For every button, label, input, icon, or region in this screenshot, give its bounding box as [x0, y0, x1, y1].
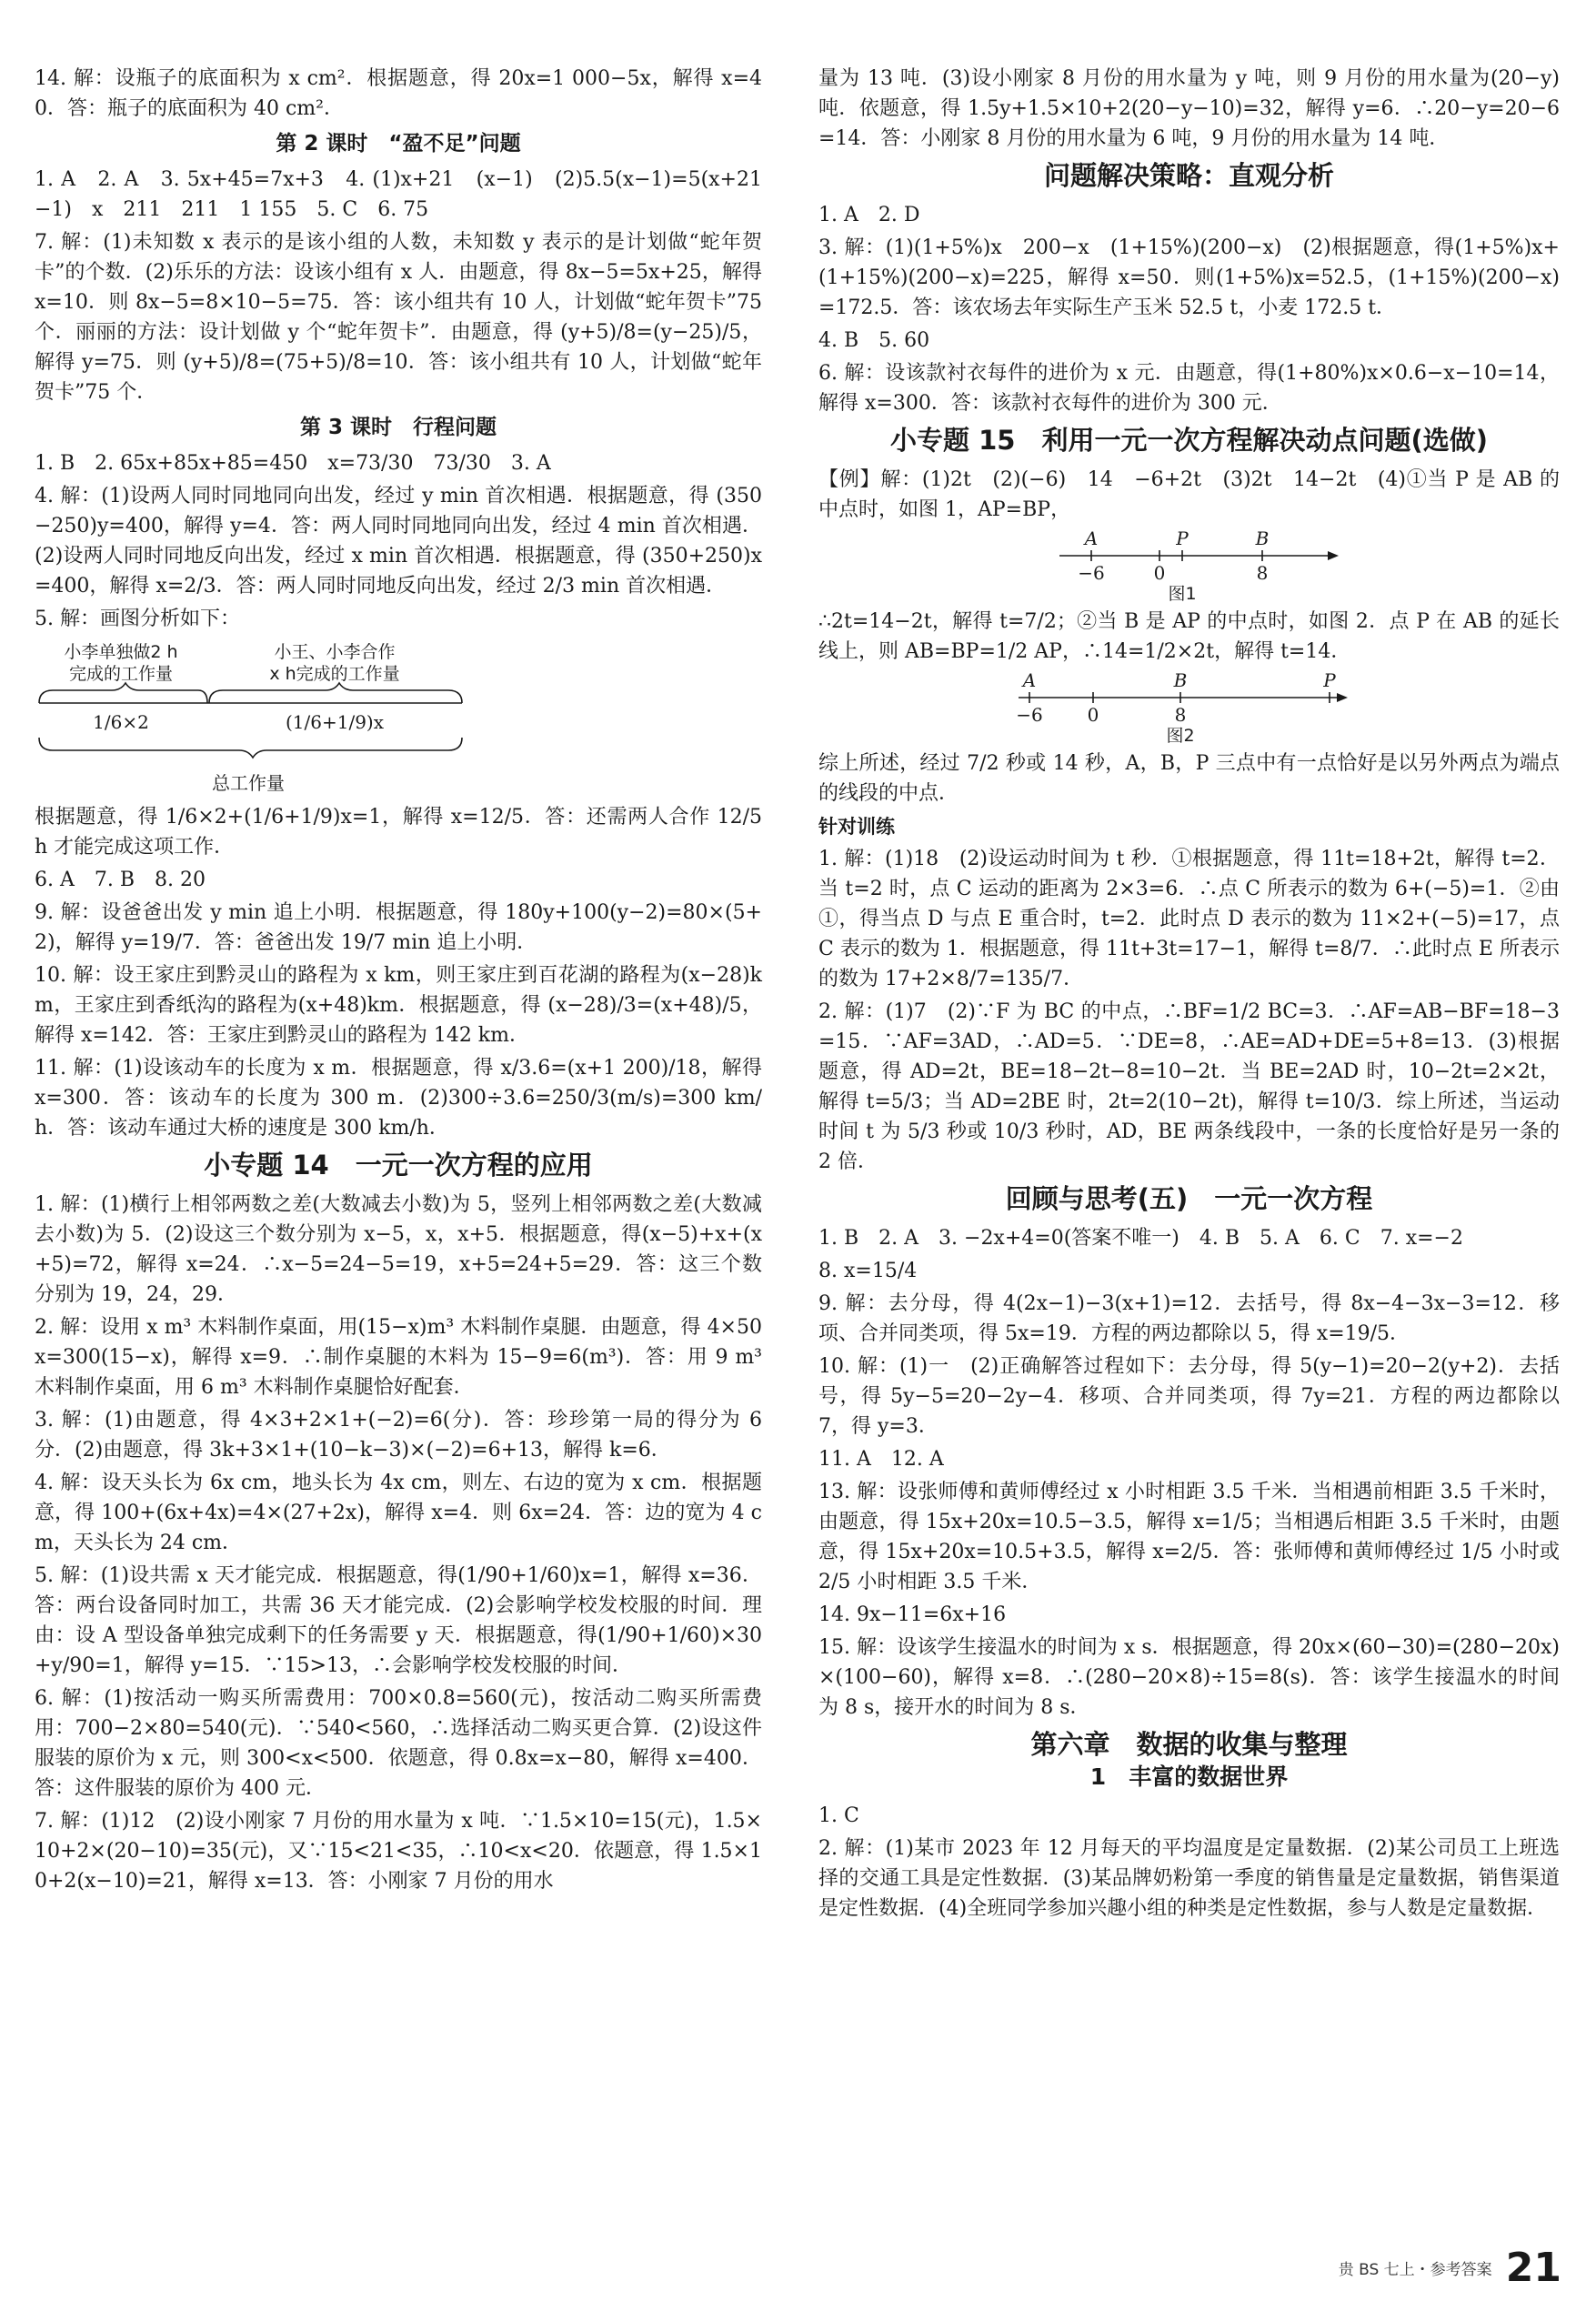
answer-strategy-q6: 6. 解：设该款衬衣每件的进价为 x 元．由题意，得(1+80%)x×0.6−x−10=14，解得 x=300．答：该款衬衣每件的进价为 300 元．	[818, 362, 1560, 415]
fig2-point-a: A	[1022, 670, 1037, 691]
heading-chapter-6: 第六章 数据的收集与整理	[1030, 1729, 1348, 1760]
fig2-point-b: B	[1173, 670, 1188, 691]
answer-review-q15: 15. 解：设该学生接温水的时间为 x s．根据题意，得 20x×(60−30)=(280−20x)×(100−60)，解得 x=8．∴(280−20×8)÷15=8(s)．答：该学生接温水的时间为 8 s，接开水的时间为 8 s．	[818, 1636, 1560, 1719]
work-diagram	[35, 638, 471, 765]
heading-section-1: 1 丰富的数据世界	[1089, 1763, 1289, 1790]
answer-review-q14: 14. 9x−11=6x+16	[818, 1603, 1007, 1626]
brace-bottom	[39, 738, 462, 758]
answer-strategy-q3: 3. 解：(1)(1+5%)x 200−x (1+15%)(200−x) (2)根据题意，得(1+5%)x+(1+15%)(200−x)=225，解得 x=50．则(1+5%)x=52.5，(1+15%)(200−x)=172.5．答：该农场去年实际生产玉米 52.5 t，小麦 172.5 t．	[818, 236, 1560, 319]
heading-topic-14: 小专题 14 一元一次方程的应用	[204, 1150, 593, 1181]
answer-practice-q1: 1. 解：(1)18 (2)设运动时间为 t 秒．①根据题意，得 11t=18+2t，解得 t=2．当 t=2 时，点 C 运动的距离为 2×3=6．∴点 C 所表示的数为 6+(−5)=1．②由①，得当点 D 与点 E 重合时，t=2．此时点 D 表示的数为 11×2+(−5)=17，点 C 表示的数为 1．根据题意，得 11t+3t=17−1，解得 t=8/7．∴此时点 E 所表示的数为 17+2×8/7=135/7．	[818, 848, 1560, 990]
fig1-point-a: A	[1084, 528, 1099, 549]
answer-topic14-q1: 1. 解：(1)横行上相邻两数之差(大数减去小数)为 5，竖列上相邻两数之差(大数减去小数)为 5．(2)设这三个数分别为 x−5，x，x+5．根据题意，得(x−5)+x+(x+5)=72，解得 x=24．∴x−5=24−5=19，x+5=24+5=29．答：这三个数分别为 19，24，29．	[35, 1193, 762, 1306]
fig-label-together-1: 小王、小李合作	[274, 642, 396, 662]
brace-left	[39, 683, 207, 703]
heading-lesson-3: 第 3 课时 行程问题	[299, 416, 497, 439]
answer-strategy-q4-5: 4. B 5. 60	[818, 329, 930, 352]
fig2-num-0: 0	[1087, 704, 1099, 726]
answer-lesson3-q5b: 根据题意，得 1/6×2+(1/6+1/9)x=1，解得 x=12/5．答：还需两人合作 12/5 h 才能完成这项工作．	[35, 806, 762, 859]
answer-lesson3-q4: 4. 解：(1)设两人同时同地同向出发，经过 y min 首次相遇．根据题意，得 (350−250)y=400，解得 y=4．答：两人同时同地同向出发，经过 4 min 首次相遇．(2)设两人同时同地反向出发，经过 x min 首次相遇．根据题意，得 (350+250)x=400，解得 x=2/3．答：两人同时同地反向出发，经过 2/3 min 首次相遇．	[35, 485, 762, 598]
fig1-caption: 图1	[1168, 584, 1197, 601]
answer-topic15-example-2: ∴2t=14−2t，解得 t=7/2；②当 B 是 AP 的中点时，如图 2．点 P 在 AB 的延长线上，则 AB=BP=1/2 AP，∴14=1/2×2t，解得 t=14．	[818, 610, 1560, 663]
fig-label-together-2: x h完成的工作量	[269, 664, 400, 684]
fig2-point-p: P	[1323, 670, 1336, 691]
answer-topic14-q3: 3. 解：(1)由题意，得 4×3+2×1+(−2)=6(分)．答：珍珍第一局的得分为 6 分．(2)由题意，得 3k+3×1+(10−k−3)×(−2)=6+13，解得 k=6．	[35, 1409, 762, 1462]
answer-lesson3-q10: 10. 解：设王家庄到黔灵山的路程为 x km，则王家庄到百花湖的路程为(x−28)km，王家庄到香纸沟的路程为(x+48)km．根据题意，得 (x−28)/3=(x+48)/5，解得 x=142．答：王家庄到黔灵山的路程为 142 km．	[35, 964, 762, 1047]
answer-lesson2-choices: 1. A 2. A 3. 5x+45=7x+3 4. (1)x+21 (x−1) (2)5.5(x−1)=5(x+21−1) x 211 211 1 155 5. C 6. 75	[35, 168, 762, 221]
fig1-num-8: 8	[1256, 562, 1269, 584]
number-line-figure-1	[818, 528, 1560, 601]
fig1-num-0: 0	[1153, 562, 1166, 584]
answer-strategy-q1-2: 1. A 2. D	[818, 204, 920, 226]
heading-review-5: 回顾与思考(五) 一元一次方程	[1005, 1183, 1373, 1214]
heading-lesson-2: 第 2 课时 “盈不足”问题	[276, 132, 521, 156]
fig1-num-neg6: −6	[1078, 562, 1105, 584]
answer-topic14-q7-cont: 量为 13 吨．(3)设小刚家 8 月份的用水量为 y 吨，则 9 月份的用水量为(20−y)吨．依题意，得 1.5y+1.5×10+2(20−y−10)=32，解得 y=6．∴20−y=20−6=14．答：小刚家 8 月份的用水量为 6 吨，9 月份的用水量为 14 吨．	[818, 67, 1560, 150]
answer-review-q1-7: 1. B 2. A 3. −2x+4=0(答案不唯一) 4. B 5. A 6. C 7. x=−2	[818, 1227, 1463, 1250]
answer-topic14-q5: 5. 解：(1)设共需 x 天才能完成．根据题意，得(1/90+1/60)x=1，解得 x=36．答：两台设备同时加工，共需 36 天才能完成．(2)会影响学校发校服的时间．理由：设 A 型设备单独完成剩下的任务需要 y 天．根据题意，得(1/90+1/60)×30+y/90=1，解得 y=15．∵15>13，∴会影响学校发校服的时间．	[35, 1564, 762, 1677]
answer-lesson2-q7: 7. 解：(1)未知数 x 表示的是该小组的人数，未知数 y 表示的是计划做“蛇年贺卡”的个数．(2)乐乐的方法：设该小组有 x 人．由题意，得 8x−5=5x+25，解得 x=10．则 8x−5=8×10−5=75．答：该小组共有 10 人，计划做“蛇年贺卡”75 个．丽丽的方法：设计划做 y 个“蛇年贺卡”．由题意，得 (y+5)/8=(y−25)/5，解得 y=75．则 (y+5)/8=(75+5)/8=10．答：该小组共有 10 人，计划做“蛇年贺卡”75 个．	[35, 231, 762, 404]
answer-ch6-q1: 1. C	[818, 1804, 859, 1827]
answer-lesson3-q6-8: 6. A 7. B 8. 20	[35, 869, 206, 891]
answer-topic14-q7: 7. 解：(1)12 (2)设小刚家 7 月份的用水量为 x 吨．∵1.5×10=15(元)，1.5×10+2×(20−10)=35(元)，又∵15<21<35，∴10<x<20．依题意，得 1.5×10+2(x−10)=21，解得 x=13．答：小刚家 7 月份的用水	[35, 1810, 762, 1893]
page-footer	[1339, 2245, 1561, 2291]
answer-practice-q2: 2. 解：(1)7 (2)∵F 为 BC 的中点，∴BF=1/2 BC=3．∴AF=AB−BF=18−3=15．∵AF=3AD，∴AD=5．∵DE=8，∴AE=AD+DE=5+8=13．(3)根据题意，得 AD=2t，BE=18−2t−8=10−2t．当 BE=2AD 时，10−2t=2×2t，解得 t=5/3；当 AD=2BE 时，2t=2(10−2t)，解得 t=10/3．综上所述，当运动时间 t 为 5/3 秒或 10/3 秒时，AD，BE 两条线段中，一条的长度恰好是另一条的 2 倍．	[818, 1000, 1560, 1173]
answer-q14: 14. 解：设瓶子的底面积为 x cm²．根据题意，得 20x=1 000−5x，解得 x=40．答：瓶子的底面积为 40 cm²．	[35, 67, 762, 120]
answer-lesson3-q9: 9. 解：设爸爸出发 y min 追上小明．根据题意，得 180y+100(y−2)=80×(5+2)，解得 y=19/7．答：爸爸出发 19/7 min 追上小明．	[35, 901, 762, 954]
heading-practice: 针对训练	[818, 816, 895, 838]
answer-review-q11-12: 11. A 12. A	[818, 1448, 944, 1471]
answer-topic14-q4: 4. 解：设天头长为 6x cm，地头长为 4x cm，则左、右边的宽为 x cm．根据题意，得 100+(6x+4x)=4×(27+2x)，解得 x=4．则 6x=24．答：边的宽为 4 cm，天头长为 24 cm．	[35, 1472, 762, 1554]
fig2-caption: 图2	[1166, 726, 1195, 743]
fig-label-li-alone-2: 完成的工作量	[68, 664, 174, 684]
answer-review-q9: 9. 解：去分母，得 4(2x−1)−3(x+1)=12．去括号，得 8x−4−3x−3=12．移项、合并同类项，得 5x=19．方程的两边都除以 5，得 x=19/5．	[818, 1292, 1560, 1345]
heading-strategy: 问题解决策略：直观分析	[1043, 160, 1334, 191]
fig1-point-p: P	[1176, 528, 1189, 549]
fig-expr-left: 1/6×2	[93, 711, 149, 733]
answer-lesson3-q11: 11. 解：(1)设该动车的长度为 x m．根据题意，得 x/3.6=(x+1 200)/18，解得 x=300．答：该动车的长度为 300 m．(2)300÷3.6=250/3(m/s)=300 km/h．答：该动车通过大桥的速度是 300 km/h．	[35, 1057, 762, 1140]
right-column	[818, 64, 1560, 1926]
heading-topic-15: 小专题 15 利用一元一次方程解决动点问题(选做)	[890, 425, 1488, 456]
answer-review-q13: 13. 解：设张师傅和黄师傅经过 x 小时相距 3.5 千米．当相遇前相距 3.5 千米时，由题意，得 15x+20x=10.5−3.5，解得 x=1/5；当相遇后相距 3.5 千米时，由题意，得 15x+20x=10.5+3.5，解得 x=2/5．答：张师傅和黄师傅经过 1/5 小时或 2/5 小时相距 3.5 千米．	[818, 1481, 1560, 1593]
fig2-num-neg6: −6	[1016, 704, 1043, 726]
footer-label: 贵 BS 七上・参考答案	[1338, 2261, 1492, 2279]
page-number: 21	[1505, 2245, 1561, 2291]
fig1-point-b: B	[1255, 528, 1270, 549]
answer-topic14-q6: 6. 解：(1)按活动一购买所需费用：700×0.8=560(元)，按活动二购买所需费用：700−2×80=540(元)．∵540<560，∴选择活动二购买更合算．(2)设这件服装的原价为 x 元，则 300<x<500．依题意，得 0.8x=x−80，解得 x=400．答：这件服装的原价为 400 元．	[35, 1687, 762, 1800]
answer-lesson3-q5: 5. 解：画图分析如下：	[35, 608, 240, 630]
answer-review-q10: 10. 解：(1)一 (2)正确解答过程如下：去分母，得 5(y−1)=20−2(y+2)．去括号，得 5y−5=20−2y−4．移项、合并同类项，得 7y=21．方程的两边都除以 7，得 y=3．	[818, 1355, 1560, 1438]
answer-ch6-q2: 2. 解：(1)某市 2023 年 12 月每天的平均温度是定量数据．(2)某公司员工上班选择的交通工具是定性数据．(3)某品牌奶粉第一季度的销售量是定量数据，销售渠道是定性数据．(4)全班同学参加兴趣小组的种类是定性数据，参与人数是定量数据．	[818, 1837, 1560, 1920]
answer-topic15-example-3: 综上所述，经过 7/2 秒或 14 秒，A，B，P 三点中有一点恰好是以另外两点为端点的线段的中点．	[818, 752, 1560, 805]
left-column	[35, 64, 762, 1899]
fig-label-li-alone-1: 小李单独做2 h	[64, 642, 178, 662]
fig-expr-right: (1/6+1/9)x	[285, 711, 385, 733]
answer-topic15-example: 【例】解：(1)2t (2)(−6) 14 −6+2t (3)2t 14−2t (4)①当 P 是 AB 的中点时，如图 1，AP=BP，	[818, 468, 1560, 521]
number-line-figure-2	[818, 670, 1560, 743]
brace-right	[209, 683, 462, 703]
fig2-num-8: 8	[1174, 704, 1187, 726]
answer-topic14-q2: 2. 解：设用 x m³ 木料制作桌面，用(15−x)m³ 木料制作桌腿．由题意，得 4×50x=300(15−x)，解得 x=9．∴制作桌腿的木料为 15−9=6(m³)．答：用 9 m³ 木料制作桌面，用 6 m³ 木料制作桌腿恰好配套．	[35, 1316, 762, 1399]
answer-review-q8: 8. x=15/4	[818, 1260, 918, 1282]
fig-label-total: 总工作量	[212, 772, 285, 794]
answer-lesson3-choices: 1. B 2. 65x+85x+85=450 x=73/30 73/30 3. A	[35, 452, 551, 475]
